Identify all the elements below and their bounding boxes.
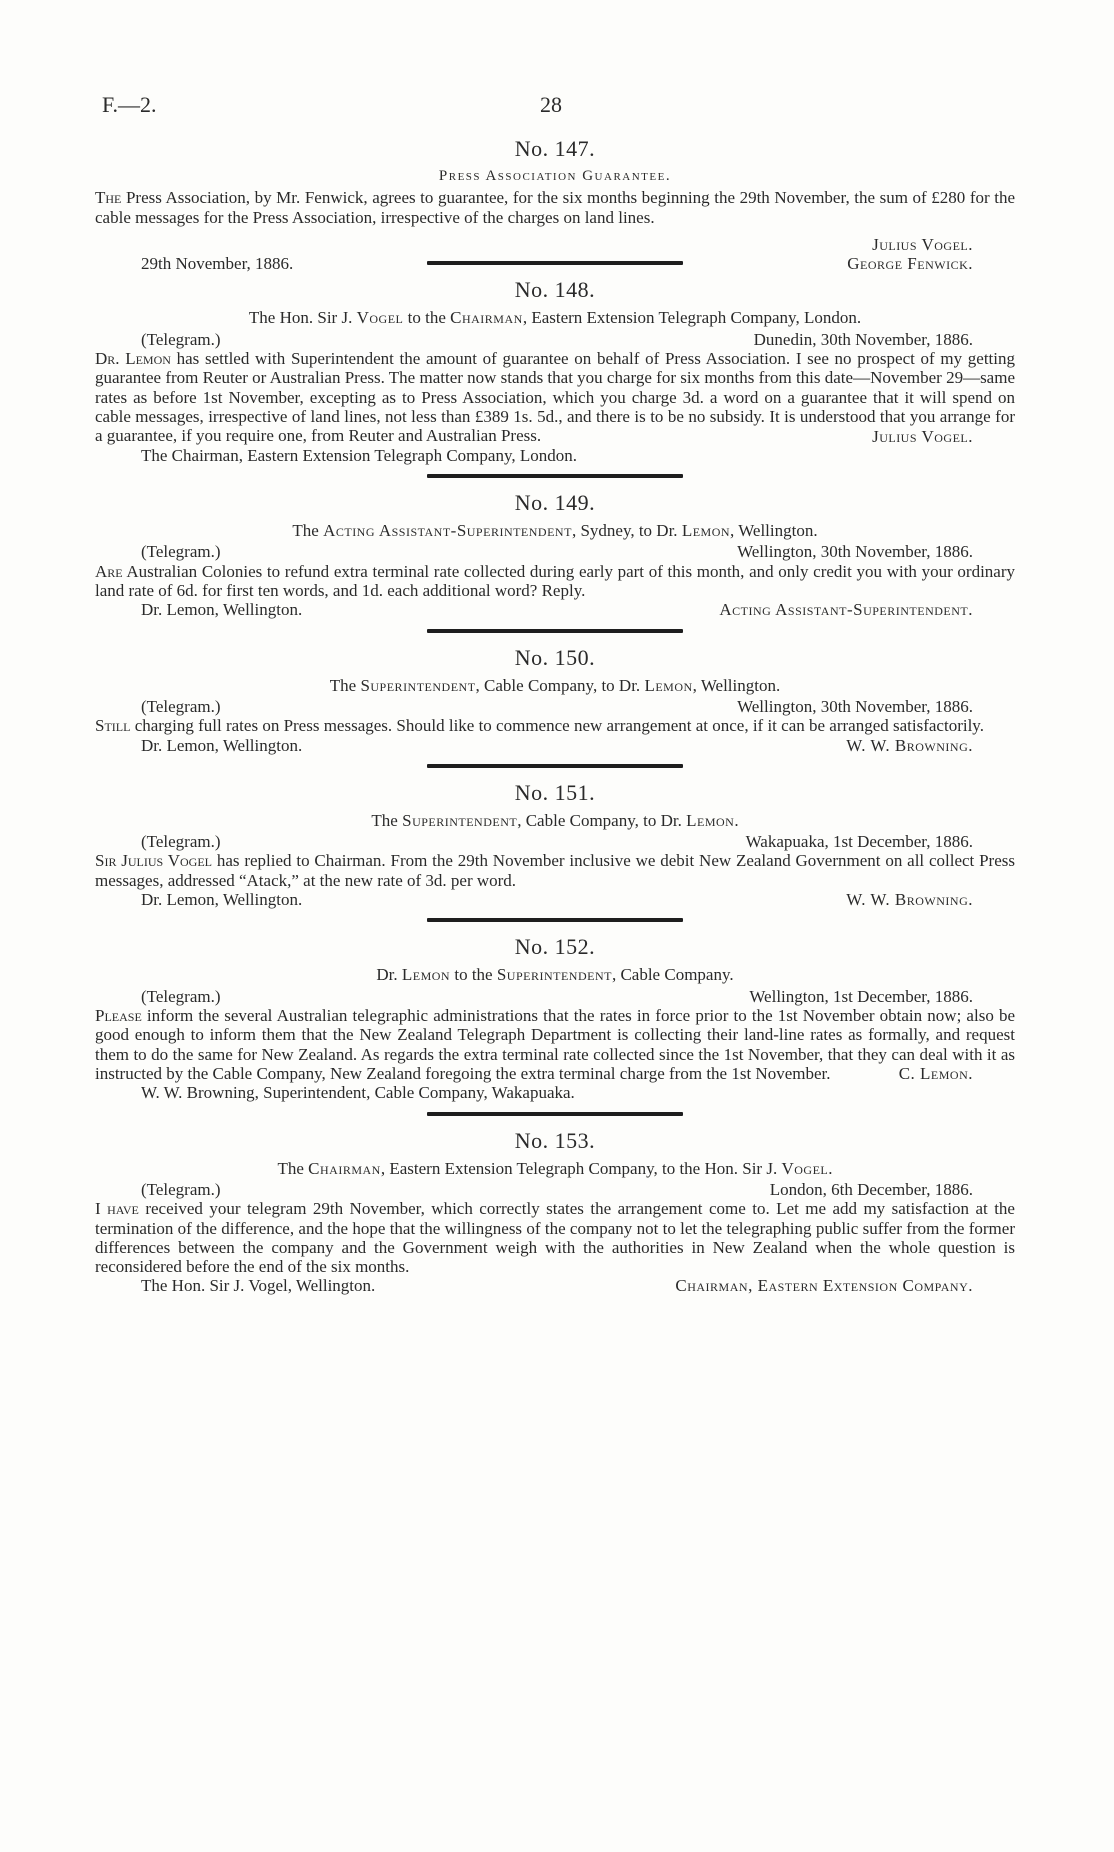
item-heading: Press Association Guarantee. — [438, 168, 672, 184]
item-heading: The Chairman, Eastern Extension Telegraph Company, to the Hon. Sir J. Vogel. — [277, 1158, 833, 1178]
item-152 — [95, 934, 1015, 1102]
item-signature: W. W. Browning. — [846, 890, 973, 910]
item-body: Sir Julius Vogel has replied to Chairman. From the 29th November inclusive we debit New Zealand Government on all collect Press messages, addressed “Atack,” at the new rate of 3d. per word. — [95, 851, 1015, 890]
signature-block — [95, 235, 1015, 254]
body-text: Press Association, by Mr. Fenwick, agrees to guarantee, for the six months beginning the 29th November, the sum of £280 for the cable messages for the Press Association, irrespective of the charges on land lines. — [95, 188, 1015, 227]
item-body: Still charging full rates on Press messages. Should like to commence new arrangement at once, if it can be arranged satisfactorily. — [95, 716, 984, 736]
item-addressee: Dr. Lemon, Wellington. — [141, 890, 303, 910]
item-147 — [95, 136, 1015, 273]
item-addressee: Dr. Lemon, Wellington. — [141, 735, 303, 755]
item-addressee: W. W. Browning, Superintendent, Cable Company, Wakapuaka. — [141, 1083, 575, 1103]
page-number: 28 — [540, 92, 562, 117]
item-148 — [95, 277, 1015, 465]
addressee-signature-row — [95, 736, 1015, 755]
item-signature: Chairman, Eastern Extension Company. — [675, 1276, 973, 1296]
message-type: (Telegram.) — [141, 542, 221, 562]
place-date: London, 6th December, 1886. — [769, 1179, 973, 1199]
place-date: Wakapuaka, 1st December, 1886. — [745, 832, 973, 852]
section-divider — [427, 474, 683, 478]
item-number: No. 147. — [514, 136, 596, 161]
item-body: Please inform the several Australian telegraphic administrations that the rates in force prior to the 1st November obtain now; also be good enough to inform them that the New Zealand Telegraph Department is collecting their land-line rates as formally, and request them to do the same for New Zealand. As regards the extra terminal rate collected since the 1st November, that they can deal with it as instructed by the Cable Company, New Zealand foregoing the extra terminal charge from the 1st November. — [95, 1005, 1015, 1083]
item-signature: W. W. Browning. — [846, 735, 973, 755]
message-type: (Telegram.) — [141, 329, 221, 349]
item-signature: Acting Assistant-Superintendent. — [719, 600, 973, 620]
section-divider — [427, 918, 683, 922]
item-153 — [95, 1128, 1015, 1296]
place-date: Wellington, 30th November, 1886. — [737, 696, 973, 716]
item-body: I have received your telegram 29th November, which correctly states the arrangement come to. Let me add my satisfaction at the termination of the difference, and the hope that the willingness of the company not to let the telegraphing public suffer from the former differences between the company and the Government weigh with the authorities in New Zealand when the whole question is reconsidered before the end of the six months. — [95, 1199, 1015, 1277]
item-number: No. 151. — [514, 779, 596, 805]
section-divider — [427, 629, 683, 633]
item-number: No. 148. — [514, 277, 596, 303]
item-signature: Julius Vogel. — [872, 426, 973, 446]
item-heading: The Acting Assistant-Superintendent, Sydney, to Dr. Lemon, Wellington. — [292, 521, 818, 541]
section-divider — [427, 1112, 683, 1116]
item-heading: The Superintendent, Cable Company, to Dr. Lemon, Wellington. — [329, 675, 781, 695]
addressee-signature-row — [95, 890, 1015, 909]
message-type: (Telegram.) — [141, 832, 221, 852]
body-lead: The — [95, 188, 122, 208]
telegram-line — [95, 330, 1015, 349]
message-type: (Telegram.) — [141, 696, 221, 716]
place-date: Wellington, 30th November, 1886. — [737, 542, 973, 562]
message-type: (Telegram.) — [141, 1179, 221, 1199]
telegram-line — [95, 697, 1015, 716]
item-date: 29th November, 1886. — [141, 254, 294, 274]
place-date: Dunedin, 30th November, 1886. — [753, 329, 973, 349]
item-heading: The Superintendent, Cable Company, to Dr. Lemon. — [371, 810, 739, 830]
item-addressee: The Hon. Sir J. Vogel, Wellington. — [141, 1276, 376, 1296]
item-addressee: The Chairman, Eastern Extension Telegraph Company, London. — [141, 445, 577, 465]
item-signature: C. Lemon. — [898, 1064, 973, 1084]
addressee-signature-row — [95, 1276, 1015, 1295]
item-addressee: Dr. Lemon, Wellington. — [141, 600, 303, 620]
item-151 — [95, 780, 1015, 909]
item-body: Dr. Lemon has settled with Superintendent the amount of guarantee on behalf of Press Association. I see no prospect of my getting guarantee from Reuter or Australian Press. The matter now stands that you charge for six months from this date—November 29—same rates as before 1st November, excepting as to Press Association, which you charge 3d. a word on a guarantee that it will spend on cable messages, irrespective of land lines, not less than £389 1s. 5d., and there is to be no subsidy. It is understood that you arrange for a guarantee, if you require one, from Reuter and Australian Press. — [95, 349, 1015, 446]
item-149 — [95, 490, 1015, 619]
telegram-line — [95, 832, 1015, 851]
telegram-line — [95, 1180, 1015, 1199]
item-150 — [95, 645, 1015, 755]
item-body — [95, 188, 1015, 227]
place-date: Wellington, 1st December, 1886. — [749, 986, 973, 1006]
running-head — [0, 92, 1114, 122]
item-number: No. 152. — [514, 934, 596, 960]
signature-vogel: Julius Vogel. — [872, 234, 973, 254]
item-body: Are Australian Colonies to refund extra terminal rate collected during early part of this month, and only credit you with your ordinary land rate of 6d. for first ten words, and 1d. each additional word? Reply. — [95, 561, 1015, 601]
signature-fenwick: George Fenwick. — [847, 254, 973, 274]
item-heading: The Hon. Sir J. Vogel to the Chairman, Eastern Extension Telegraph Company, London. — [248, 308, 862, 328]
message-type: (Telegram.) — [141, 986, 221, 1006]
section-divider — [427, 261, 683, 265]
telegram-line — [95, 987, 1015, 1006]
parliamentary-paper-ref: F.—2. — [102, 92, 157, 117]
section-divider — [427, 764, 683, 768]
telegram-line — [95, 542, 1015, 561]
addressee-signature-row — [95, 600, 1015, 619]
item-heading: Dr. Lemon to the Superintendent, Cable Company. — [376, 965, 734, 985]
item-number: No. 153. — [514, 1127, 596, 1153]
item-number: No. 149. — [514, 490, 596, 516]
document-body — [95, 136, 1015, 1296]
item-number: No. 150. — [514, 644, 596, 670]
